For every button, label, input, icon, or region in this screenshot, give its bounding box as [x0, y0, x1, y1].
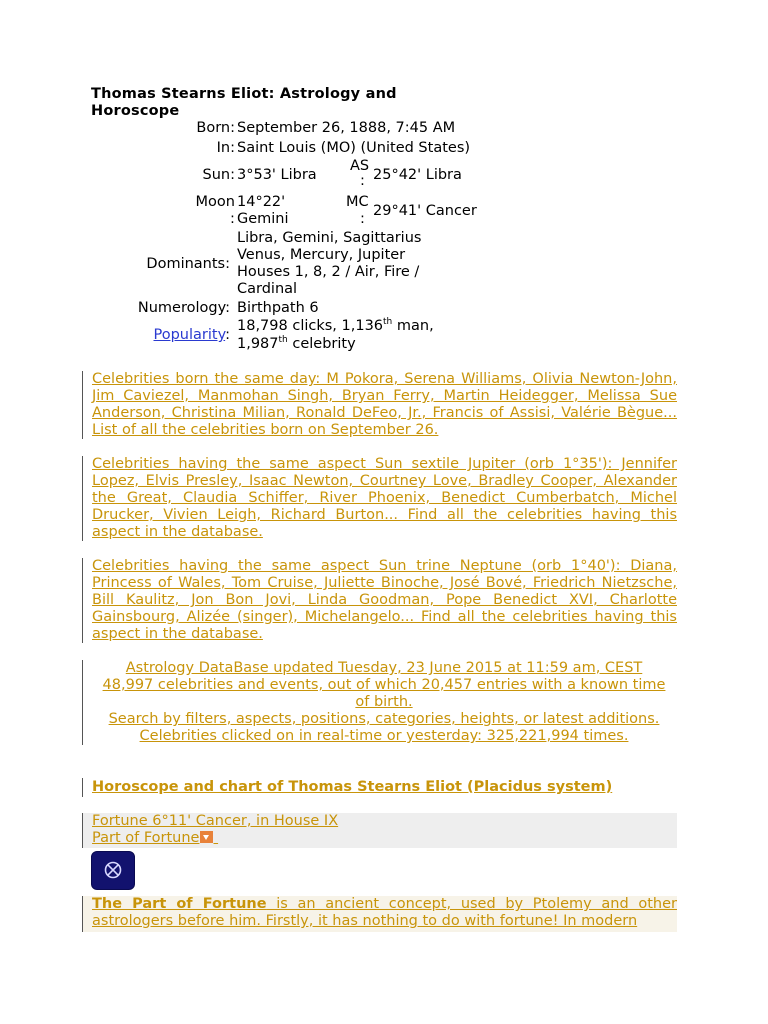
- part-of-fortune-icon[interactable]: [91, 851, 135, 890]
- dominants-signs: Libra, Gemini, Sagittarius: [237, 230, 422, 246]
- same-day-celebrities[interactable]: [82, 371, 677, 439]
- db-count-link[interactable]: 48,997 celebrities and events, out of which 20,457 entries with a known time of birth.: [102, 677, 666, 710]
- moon-value-sign: Gemini: [237, 211, 289, 227]
- chart-heading[interactable]: Horoscope and chart of Thomas Stearns Eliot (Placidus system): [82, 778, 677, 797]
- popularity-link[interactable]: Popularity: [153, 327, 226, 343]
- in-value: Saint Louis (MO) (United States): [237, 140, 471, 156]
- part-of-fortune-trailing-space: [213, 830, 218, 846]
- page-title: Thomas Stearns Eliot: Astrology and Horoscope: [91, 86, 397, 119]
- part-of-fortune-description: [82, 896, 677, 932]
- moon-label: Moon: [195, 194, 235, 210]
- sun-label: Sun:: [202, 167, 235, 183]
- moon-value-degree: 14°22': [237, 194, 286, 210]
- database-info: [82, 660, 677, 745]
- in-label: In:: [216, 140, 235, 156]
- part-of-fortune-link[interactable]: Part of Fortune: [92, 830, 200, 846]
- as-label: AS: [350, 158, 370, 174]
- moon-label-colon: :: [230, 211, 235, 227]
- db-updated-link[interactable]: Astrology DataBase updated Tuesday, 23 June 2015 at 11:59 am, CEST: [125, 660, 643, 676]
- numerology-label: Numerology:: [137, 300, 230, 316]
- fortune-position[interactable]: Fortune 6°11' Cancer, in House IX: [92, 813, 339, 829]
- sun-value: 3°53' Libra: [237, 167, 317, 183]
- born-label: Born:: [196, 120, 235, 136]
- popularity-celebrity: [237, 336, 356, 353]
- popularity-colon: :: [225, 327, 230, 343]
- popularity-celebrity-rank: 1,987: [237, 336, 279, 352]
- part-of-fortune-term[interactable]: The Part of Fortune: [92, 896, 267, 912]
- popularity-rank-suffix: th: [383, 317, 393, 328]
- aspect-neptune-link[interactable]: Celebrities having the same aspect Sun trine Neptune (orb 1°40'): Diana, Princess of Wales, Tom Cruise, Juliette Binoche, José Bové, Friedrich Nietzsche, Bill Kaulitz, Jon Bon Jovi, Linda Goodman, Pope Benedict XVI, Charlotte Gainsbourg, Alizée (singer), Michelangelo... Find all the celebrities having this aspect in the database.: [92, 558, 677, 642]
- popularity-man-text: man,: [392, 318, 434, 334]
- db-clicks-link[interactable]: Celebrities clicked on in real-time or yesterday: 325,221,994 times.: [139, 728, 629, 744]
- as-label-colon: :: [360, 173, 365, 189]
- born-value: September 26, 1888, 7:45 AM: [237, 120, 456, 136]
- mc-label: MC: [346, 194, 369, 210]
- popularity-clicks-text: 18,798 clicks, 1,136: [237, 318, 384, 334]
- dominants-houses: Houses 1, 8, 2 / Air, Fire /: [237, 264, 420, 280]
- same-day-link[interactable]: Celebrities born the same day: M Pokora, Serena Williams, Olivia Newton-John, Jim Caviezel, Manmohan Singh, Bryan Ferry, Martin Heidegger, Melissa Sue Anderson, Christina Milian, Ronald DeFeo, Jr., Francis of Assisi, Valérie Bègue... List of all the celebrities born on September 26.: [92, 371, 677, 438]
- aspect-jupiter-celebrities[interactable]: [82, 456, 677, 541]
- popularity-celebrity-suffix: th: [278, 335, 288, 346]
- popularity-celebrity-text: celebrity: [287, 336, 356, 352]
- mc-label-colon: :: [360, 211, 365, 227]
- dominants-planets: Venus, Mercury, Jupiter: [237, 247, 406, 263]
- aspect-neptune-celebrities[interactable]: [82, 558, 677, 643]
- popularity-clicks: [237, 318, 434, 335]
- fortune-box: [82, 813, 677, 848]
- part-of-fortune-row[interactable]: [92, 830, 677, 847]
- dominants-mode: Cardinal: [237, 281, 298, 297]
- as-value: 25°42' Libra: [373, 167, 462, 183]
- part-of-fortune-text: is an ancient concept, used by Ptolemy and other astrologers before him. Firstly, it has nothing to do with fortune! In modern: [92, 896, 677, 929]
- aspect-jupiter-link[interactable]: Celebrities having the same aspect Sun sextile Jupiter (orb 1°35'): Jennifer Lopez, Elvis Presley, Isaac Newton, Courtney Love, Bradley Cooper, Alexander the Great, Claudia Schiffer, River Phoenix, Benedict Cumberbatch, Michel Drucker, Vivien Leigh, Richard Burton... Find all the celebrities having this aspect in the database.: [92, 456, 677, 540]
- db-search-link[interactable]: Search by filters, aspects, positions, categories, heights, or latest additions.: [108, 711, 660, 727]
- chevron-down-icon[interactable]: [200, 831, 213, 843]
- dominants-label: Dominants:: [146, 256, 230, 272]
- numerology-value: Birthpath 6: [237, 300, 319, 316]
- mc-value: 29°41' Cancer: [373, 203, 477, 219]
- popularity-label: [88, 327, 230, 344]
